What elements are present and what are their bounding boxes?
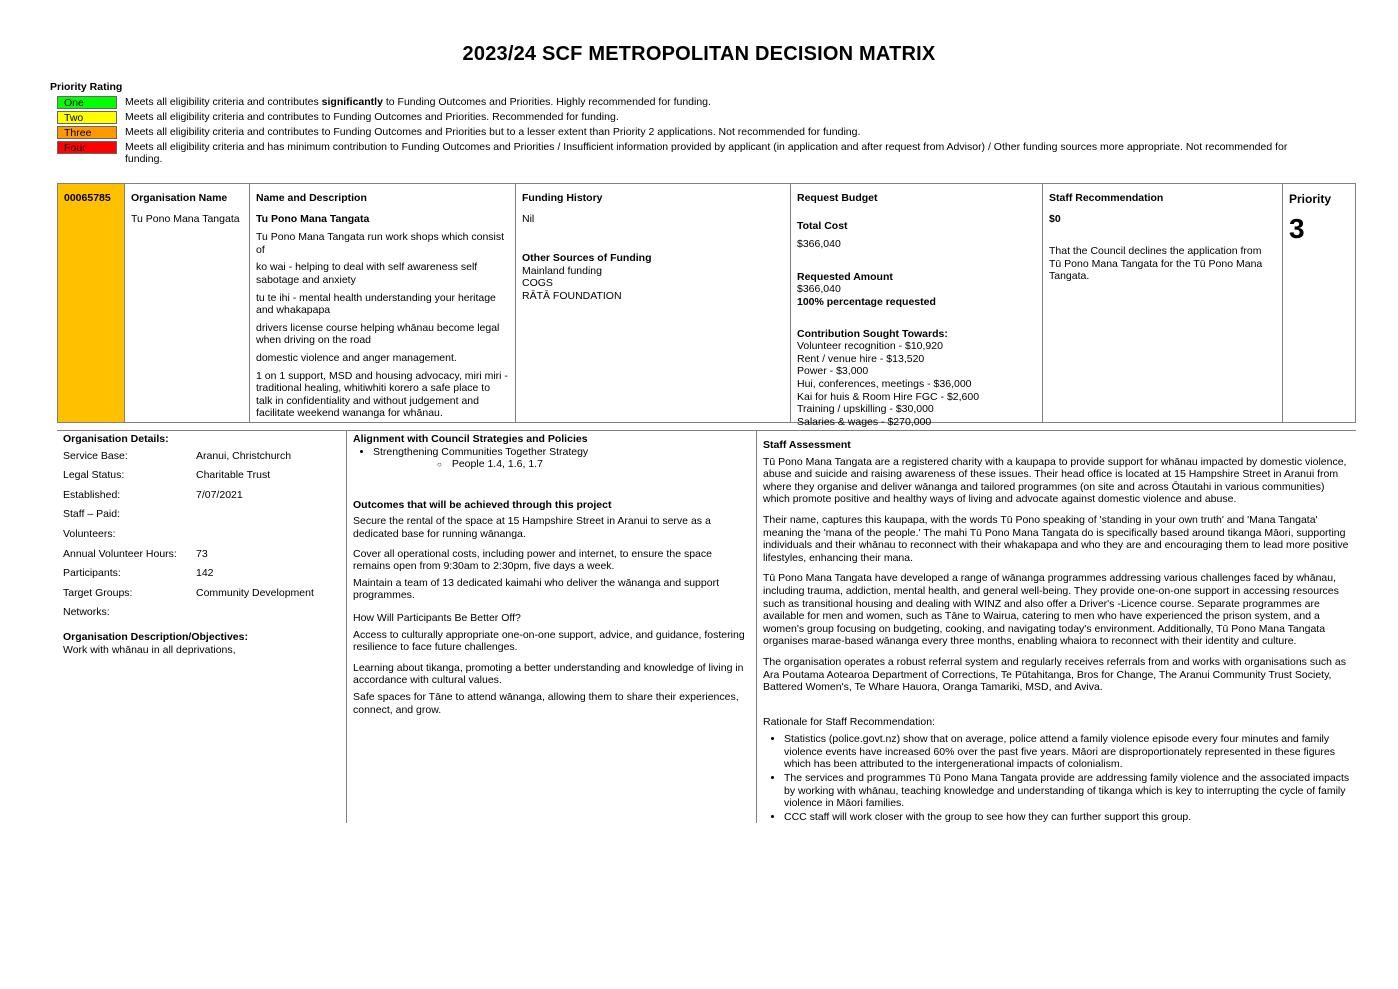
details-section [57,430,1356,823]
legend-row-three [57,126,1317,139]
detail-value: Community Development [196,586,314,599]
legend-text-post: to Funding Outcomes and Priorities. Highly recommended for funding. [382,96,711,108]
priority-header: Priority [1289,192,1332,206]
description-title: Tu Pono Mana Tangata [256,212,370,225]
priority-swatch-four: Four [57,141,117,154]
application-table [57,183,1356,428]
legend-text-pre: Meets all eligibility criteria and contributes [125,96,322,108]
org-name: Tu Pono Mana Tangata [131,212,240,225]
requested-amount-label: Requested Amount [797,270,893,283]
priority-legend [57,96,1317,167]
outcome-item: Maintain a team of 13 dedicated kaimahi who deliver the wānanga and support programmes. [353,576,719,602]
staff-recommendation-header: Staff Recommendation [1049,192,1164,204]
better-off-item: Safe spaces for Tāne to attend wānanga, allowing them to share their experiences, connect, and grow. [353,690,739,716]
detail-label: Networks: [63,606,110,619]
organisation-cell [125,184,250,422]
outcome-item: Secure the rental of the space at 15 Hampshire Street in Aranui to serve as a dedicated base for running wānanga. [353,515,711,540]
detail-row [63,450,340,463]
priority-swatch-three: Three [57,126,117,139]
better-off-item: Access to culturally appropriate one-on-one support, advice, and guidance, fostering resilience to face future challenges. [353,628,745,654]
detail-row [63,528,340,541]
page-title: 2023/24 SCF METROPOLITAN DECISION MATRIX [462,43,936,65]
contribution-header: Contribution Sought Towards: [797,327,948,340]
strategy-list [353,446,750,471]
rationale-list [763,733,1350,823]
detail-row [63,548,340,561]
application-id-cell [58,184,125,422]
application-id: 00065785 [64,192,111,204]
staff-assessment-header: Staff Assessment [763,439,851,451]
priority-swatch-two: Two [57,111,117,124]
detail-row [63,469,340,482]
assessment-paragraph: The organisation operates a robust referral system and regularly receives referrals from and works with organisations such as Ara Poutama Aotearoa Department of Corrections, Te Pūtahitanga, Bros for Change, The Aranui Community Trust Society, Battered Women's, Te Whare Hauora, Oranga Tamariki, MSD, and Aviva. [763,655,1347,694]
legend-row-one [57,96,1317,109]
better-off-header: How Will Participants Be Better Off? [353,611,521,624]
organisation-details-column [57,431,347,823]
alignment-header: Alignment with Council Strategies and Policies [353,433,588,445]
contribution-item: Rent / venue hire - $13,520 [797,352,925,365]
request-budget-cell [791,184,1043,428]
contribution-item: Power - $3,000 [797,365,869,378]
detail-row [63,587,340,600]
better-off-item: Learning about tikanga, promoting a better understanding and knowledge of living in accordance with cultural values. [353,661,744,687]
contribution-item: Kai for huis & Room Hire FGC - $2,600 [797,390,980,403]
request-budget-header: Request Budget [797,192,878,204]
detail-label: Service Base: [63,449,128,462]
rationale-item: • CCC staff will work closer with the group to see how they can further support this group. [784,811,1350,824]
priority-swatch-one: One [57,96,117,109]
description-paragraph: Tu Pono Mana Tangata run work shops which consist of [256,231,505,256]
total-cost-label: Total Cost [797,219,848,232]
legend-text-two: Meets all eligibility criteria and contributes to Funding Outcomes and Priorities. Recommended for funding. [125,111,619,123]
assessment-paragraph: Their name, captures this kaupapa, with the words Tū Pono speaking of 'standing in your own truth' and 'Mana Tangata' meaning the 'mana of the people.' The mahi Tū Pono Mana Tangata do is specifically based around tikanga Māori, supporting individuals and their whānau to reconnect with their whakapapa and who they are and encouraging them to lead more positive lifestyles, enhancing their mana. [763,513,1349,564]
detail-value: Aranui, Christchurch [196,449,292,462]
assessment-paragraph: Tū Pono Mana Tangata have developed a range of wānanga programmes addressing various challenges faced by whānau, including trauma, addiction, mental health, and general well-being. They provide one-on-one support in accessing resources such as transitional housing and dealing with WINZ and also offer a Driver's -Licence course. Separate programmes are available for men and women, such as Tāne to Wairua, catering to men who have experienced the prison system, and a women's group focusing on budgeting, cooking, and navigating today's environment. Additionally, Tū Pono Mana Tangata organises marae-based wānanga every three months, enabling whaiora to reconnect with their identity and culture. [763,572,1339,648]
detail-label: Volunteers: [63,527,116,540]
description-paragraph: tu te ihi - mental health understanding your heritage and whakapapa [256,291,496,317]
other-sources-header: Other Sources of Funding [522,252,652,265]
strategy-name: Strengthening Communities Together Strategy [373,445,589,458]
detail-value: 7/07/2021 [196,488,243,501]
description-header: Name and Description [256,192,367,204]
detail-value: Charitable Trust [196,469,271,482]
detail-label: Annual Volunteer Hours: [63,547,177,560]
priority-value: 3 [1289,213,1305,245]
detail-value: 73 [196,547,208,560]
contribution-item: Volunteer recognition - $10,920 [797,340,943,353]
description-paragraph: 1 on 1 support, MSD and housing advocacy, miri miri - traditional healing, whitiwhiti korero a safe place to talk in confidentiality and without judgement and facilitate weekend wananga for whānau. [256,369,508,420]
rationale-item: • Statistics (police.govt.nz) show that on average, police attend a family violence episode every four minutes and family violence events have increased 60% over the past five years. Māori are disproportionately represented in these figures which has been attributed to the intergenerational impacts of colonialism. [784,733,1350,771]
requested-amount-value: $366,040 [797,283,841,296]
funding-history-header: Funding History [522,192,603,204]
detail-label: Legal Status: [63,469,125,482]
detail-row [63,489,340,502]
org-name-header: Organisation Name [131,192,228,204]
legend-text-one [125,96,711,108]
other-source-item: COGS [522,277,553,290]
org-objectives-text: Work with whānau in all deprivations, [63,643,236,656]
priority-rating-heading: Priority Rating [50,81,123,93]
percentage-requested: 100% percentage requested [797,295,936,308]
strategy-sub-item: ○ People 1.4, 1.6, 1.7 [437,458,750,471]
assessment-paragraph: Tū Pono Mana Tangata are a registered charity with a kaupapa to provide support for whānau impacted by domestic violence, abuse and suicide and raising awareness of these issues. Their head office is located at 15 Hampshire Street in Aranui from where they organise and deliver wānanga and tailored programmes (on site and across Ōtautahi in various communities) which promote positive and healthy ways of living and advocate against domestic violence and abuse. [763,455,1347,506]
detail-label: Established: [63,488,121,501]
alignment-column [347,431,757,823]
other-source-item: RĀTĀ FOUNDATION [522,289,622,302]
outcomes-header: Outcomes that will be achieved through this project [353,498,612,511]
detail-value: 142 [196,567,214,580]
detail-label: Staff – Paid: [63,508,121,521]
legend-row-four [57,141,1317,165]
legend-text-four: Meets all eligibility criteria and has minimum contribution to Funding Outcomes and Priorities / Insufficient information provided by applicant (in application and after request from Advisor) / Other funding sources more appropriate. Not recommended for funding. [125,141,1288,165]
description-cell [250,184,516,422]
legend-row-two [57,111,1317,124]
legend-text-three: Meets all eligibility criteria and contributes to Funding Outcomes and Priorities but to a lesser extent than Priority 2 applications. Not recommended for funding. [125,126,861,138]
other-source-item: Mainland funding [522,264,602,277]
contribution-item: Training / upskilling - $30,000 [797,403,934,416]
funding-history-cell [516,184,791,422]
outcome-item: Cover all operational costs, including power and internet, to ensure the space remains open from 9:30am to 2:30pm, five days a week. [353,547,712,573]
priority-cell [1283,184,1355,422]
org-objectives-header: Organisation Description/Objectives: [63,630,248,643]
rationale-item: • The services and programmes Tū Pono Mana Tangata provide are addressing family violence and the associated impacts by working with whānau, teaching knowledge and understanding of tikanga which is key to interrupting the cycle of family violence in Māori families. [784,772,1350,810]
staff-recommendation-cell [1043,184,1283,422]
detail-row [63,508,340,521]
description-paragraph: domestic violence and anger management. [256,351,457,364]
description-paragraph: drivers license course helping whānau become legal when driving on the road [256,321,500,347]
total-cost-value: $366,040 [797,238,841,251]
funding-history-value: Nil [522,212,535,225]
detail-row [63,606,340,619]
strategy-item [373,446,750,471]
detail-label: Participants: [63,567,121,580]
staff-recommendation-amount: $0 [1049,212,1061,225]
staff-recommendation-text: That the Council declines the application from Tū Pono Mana Tangata for the Tū Pono Mana Tangata. [1049,245,1263,283]
strategy-sub-list [373,458,750,471]
contribution-item: Hui, conferences, meetings - $36,000 [797,377,972,390]
description-paragraph: ko wai - helping to deal with self awareness self sabotage and anxiety [256,261,478,286]
detail-label: Target Groups: [63,586,133,599]
legend-text-bold: significantly [321,96,383,108]
rationale-header: Rationale for Staff Recommendation: [763,715,935,728]
org-details-header: Organisation Details: [63,433,169,445]
detail-row [63,567,340,580]
contribution-item: Salaries & wages - $270,000 [797,415,932,428]
staff-assessment-column [757,431,1356,823]
